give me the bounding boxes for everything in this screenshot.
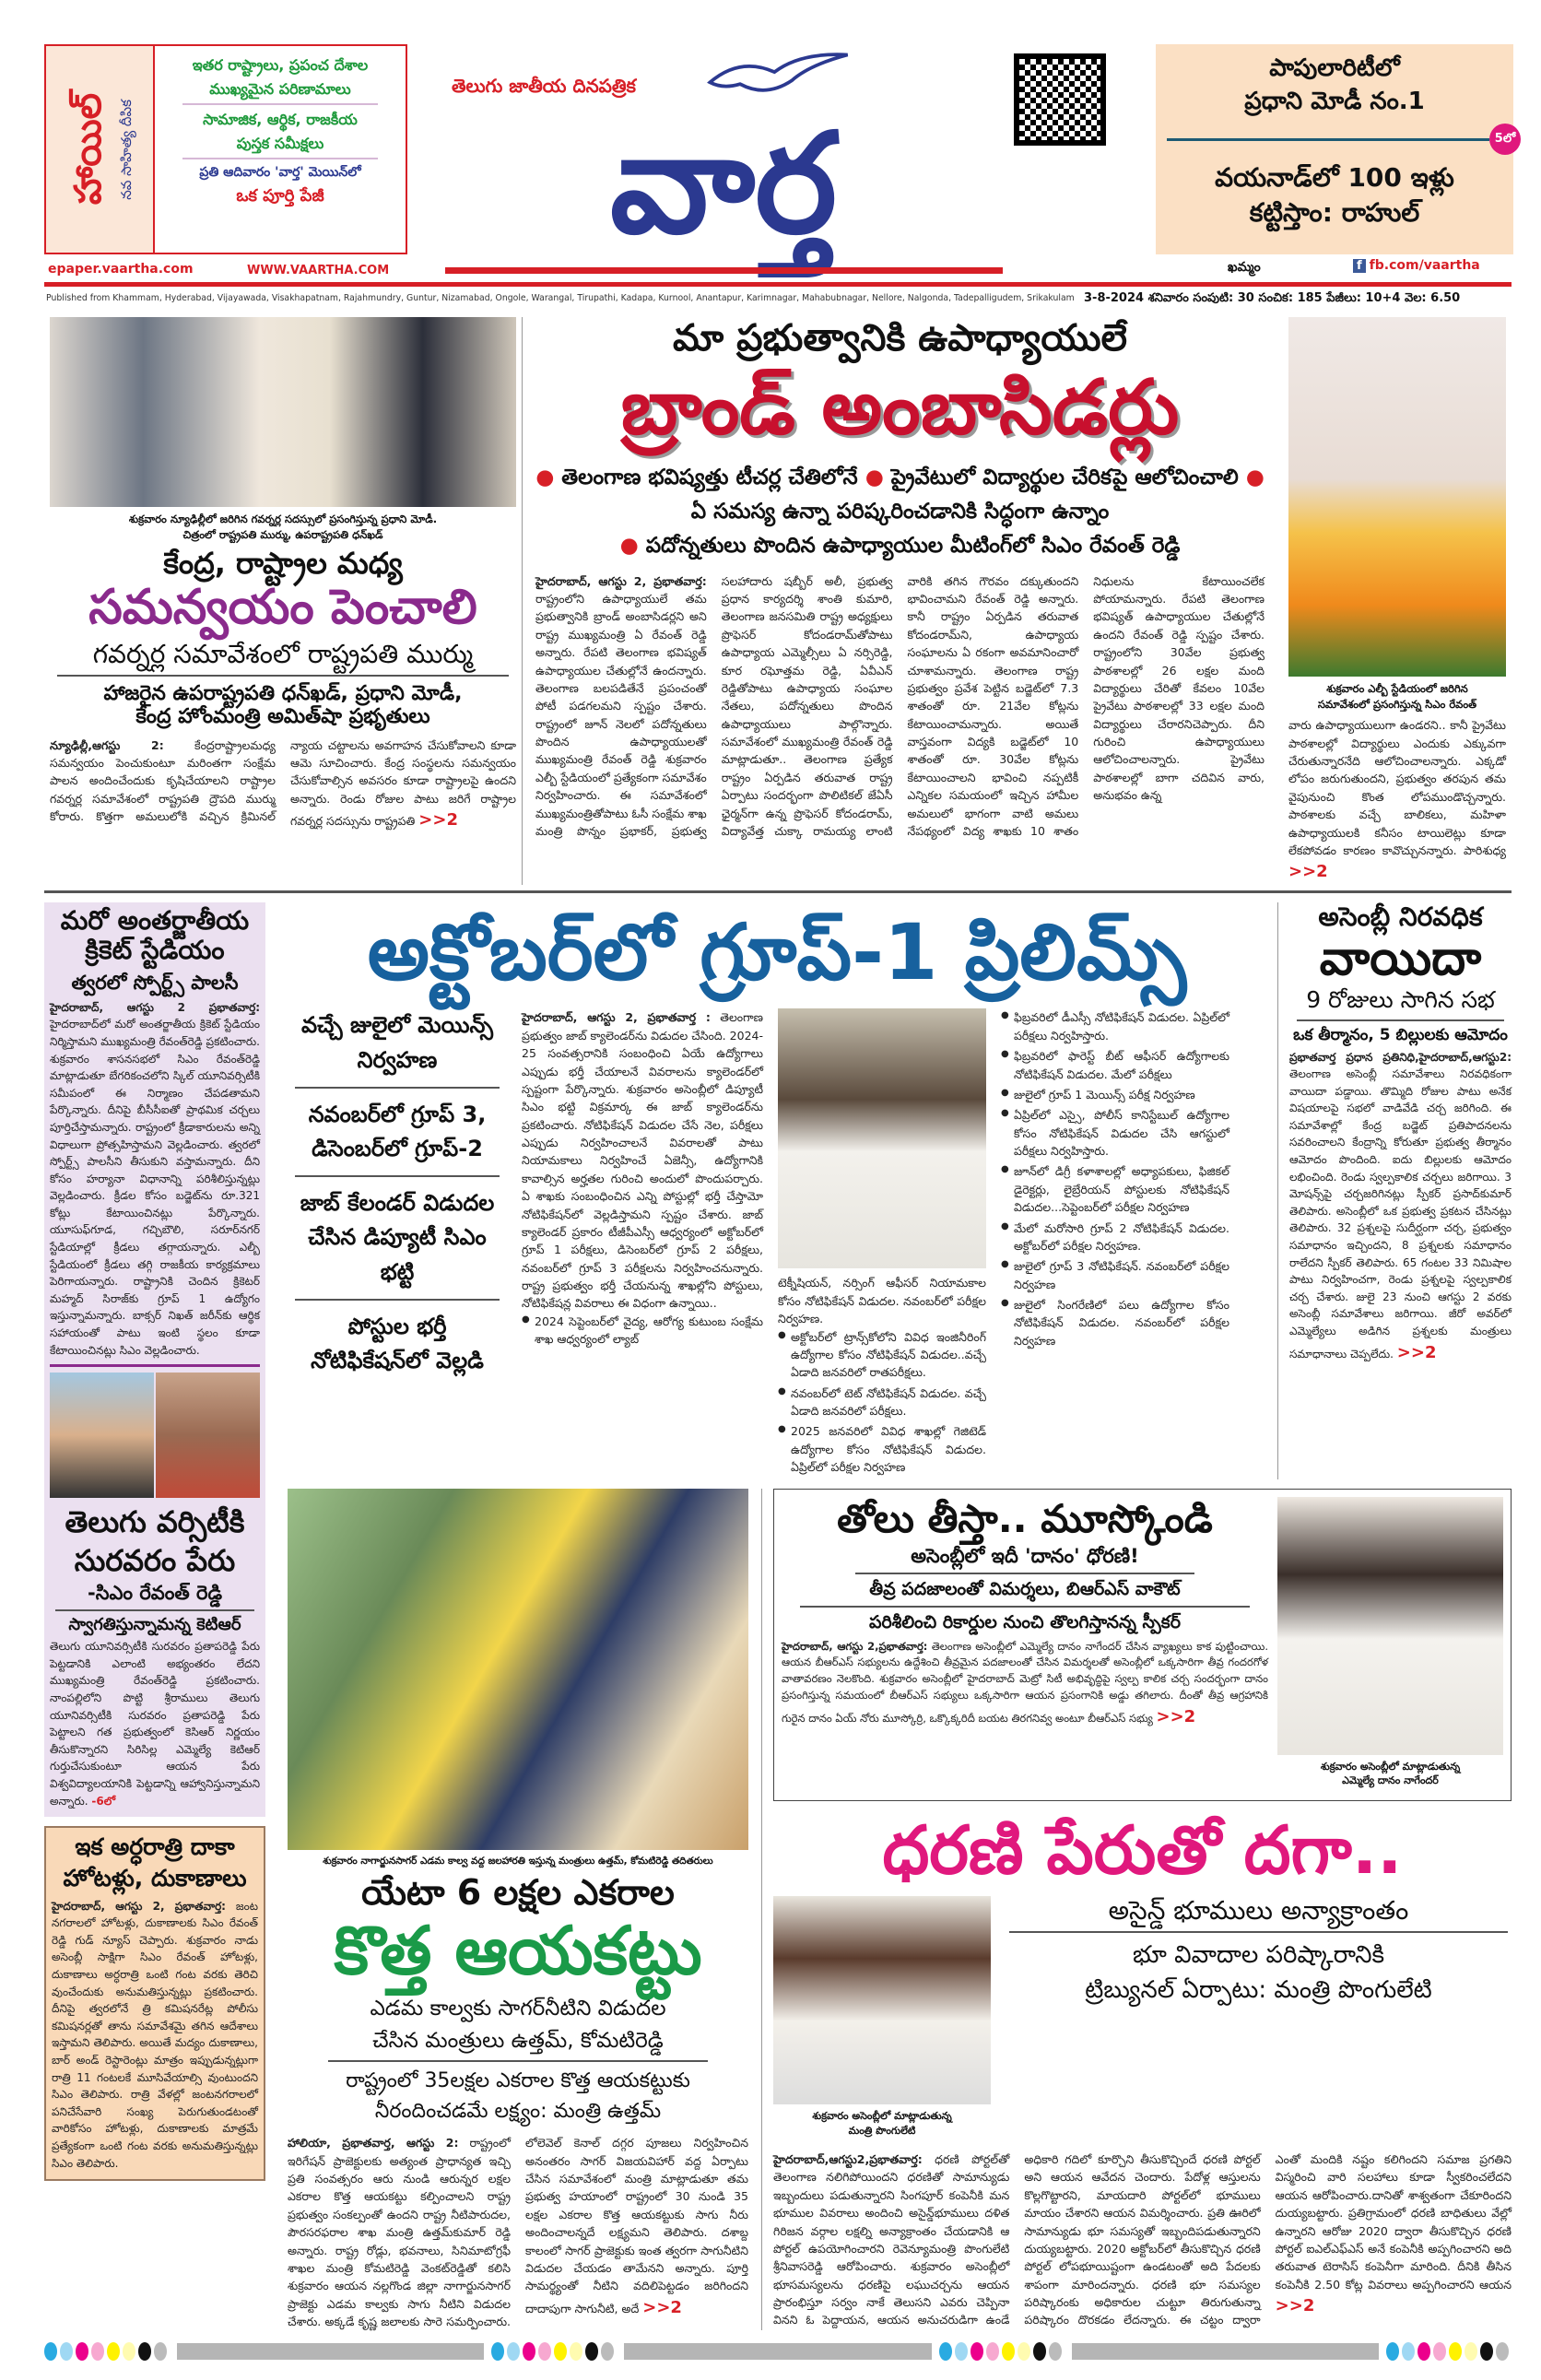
deck-line: హాజరైన ఉపరాష్ట్రపతి ధన్‌ఖడ్, ప్రధాని మోడీ, bbox=[103, 682, 463, 706]
dove-icon bbox=[700, 48, 857, 100]
assembly-body bbox=[1289, 1049, 1512, 1366]
bullet-icon: ● bbox=[1245, 465, 1265, 490]
list-item: ● జూన్‌లో డిగ్రీ కళాశాలల్లో అధ్యాపకులు, ఫిజికల్ డైరెక్టర్లు, లైబ్రేరియన్ పోస్టులకు నోటిఫికేషన్ విడుదల...సెప్టెంబర్‌లో పరీక్షల నిర్వహణ bbox=[1001, 1162, 1229, 1216]
danam-box bbox=[773, 1489, 1512, 1802]
suravaram-portrait bbox=[156, 1373, 260, 1498]
caption-line: శుక్రవారం న్యూఢిల్లీలో జరిగిన గవర్నర్ల సదస్సులో ప్రసంగిస్తున్న ప్రధాని మోడీ. bbox=[128, 513, 438, 525]
story-text: హైదరాబాద్‌లో మరో అంతర్జాతీయ క్రికెట్ స్టేడియం నిర్మిస్తామని ముఖ్యమంత్రి రేవంత్‌రెడ్డి ప్రకటించారు. శుక్రవారం శాసనసభలో సిఎం రేవంత్‌రెడ్డి మాట్లాడుతూ బేగరికంచలోని స్కిల్ యూనివర్సిటీకి సమీపంలో ఈ నిర్మాణం చేపడతామని పేర్కొన్నారు. దీనిపై బీసీసీఐతో ప్రాథమిక చర్చలు పూర్తిచేస్తామన్నారు. రాష్ట్రంలో క్రీడాకారులను అన్ని విధాలుగా ప్రోత్సహిస్తామని వెల్లడించారు. త్వరలో స్పోర్ట్స్ పాలసీని తీసుకుని వస్తామన్నారు. దీని కోసం హర్యానా విధానాన్ని పరిశీలిస్తున్నట్లు వెల్లడించారు. క్రీడల కోసం బడ్జెట్‌ను రూ.321 కోట్లు కేటాయించినట్లు పేర్కొన్నారు. యూసుఫ్‌గూడ, గచ్చిబౌలి, సరూర్‌నగర్ స్టేడియాల్లో క్రీడలు తగ్గాయన్నారు. ఎల్బీ స్టేడియంలో క్రీడలు తగ్గి రాజకీయ కార్యక్రమాలు పెరిగాయన్నారు. రాష్ట్రానికి చెందిన క్రికెటర్ మహ్మద్ సిరాజ్‌కు గ్రూప్ 1 ఉద్యోగం ఇస్తున్నామన్నారు. బాక్సర్ నిఖత్ జరీన్‌కు ఆర్థిక సహాయంతో పాటు ఇంటి స్థలం కూడా కేటాయించినట్లు సిఎం వెల్లడించారు. bbox=[50, 1018, 260, 1357]
caption-line: శుక్రవారం ఎల్బీ స్టేడియంలో జరిగిన bbox=[1326, 682, 1468, 695]
danam-headline: తోలు తీస్తా.. మూస్కోండి bbox=[837, 1495, 1213, 1541]
color-swatch bbox=[76, 2342, 88, 2361]
divider bbox=[855, 1573, 1194, 1574]
danam-photo bbox=[1277, 1497, 1503, 1755]
story-dateline: హైదరాబాద్, ఆగస్టు 2,ప్రభాతవార్త: bbox=[782, 1639, 928, 1653]
color-swatch bbox=[91, 2342, 104, 2361]
jump-link[interactable]: >>2 bbox=[1288, 862, 1328, 882]
jump-link[interactable]: -6లో bbox=[91, 1794, 116, 1808]
caption-line: శుక్రవారం అసెంబ్లీలో మాట్లాడుతున్న bbox=[1320, 1760, 1461, 1773]
governors-headline: సమన్వయం పెంచాలి bbox=[88, 580, 477, 636]
story-dateline: హైదరాబాద్, ఆగస్టు 2, ప్రభాతవార్త: bbox=[535, 573, 707, 588]
dharani-deck bbox=[1006, 1938, 1512, 2008]
ponguleti-caption bbox=[773, 2109, 991, 2138]
governors-caption bbox=[50, 512, 516, 542]
revanth-caption bbox=[1288, 681, 1506, 712]
list-item: ● 2025 జనవరిలో వివిధ శాఖల్లో గెజిటెడ్ ఉద్యోగాల కోసం నోటిఫికేషన్ విడుదల. ఏప్రిల్‌లో పరీక్షల నిర్వహణ bbox=[778, 1422, 986, 1476]
gray-strip bbox=[177, 2343, 484, 2360]
ponguleti-photo bbox=[773, 1896, 991, 2104]
story-dateline: హైదరాబాద్,ఆగస్టు2,ప్రభాతవార్త: bbox=[773, 2152, 923, 2167]
gray-strip bbox=[624, 2343, 931, 2360]
list-item: ● అక్టోబర్‌లో ట్రాన్స్‌కోలోని వివిధ ఇంజినీరింగ్ ఉద్యోగాల కోసం నోటిఫికేషన్ విడుదల..వచ్చే ఏడాది జనవరిలో రాతపరీక్షలు. bbox=[778, 1328, 986, 1382]
bullet-text: ప్రైవేటులో విద్యార్థుల చేరికపై ఆలోచించాలి bbox=[890, 465, 1239, 490]
bullet-icon: ● bbox=[865, 465, 891, 490]
university-body bbox=[50, 1638, 260, 1809]
color-swatch bbox=[1033, 2342, 1046, 2361]
sagar-body bbox=[288, 2134, 748, 2330]
website-link[interactable]: WWW.VAARTHA.COM bbox=[247, 264, 390, 277]
right-bottom bbox=[761, 1489, 1512, 2331]
headline-line: మరో అంతర్జాతీయ bbox=[60, 905, 250, 937]
color-swatch bbox=[107, 2342, 120, 2361]
sagar-deck bbox=[288, 2066, 748, 2127]
list-item: ● జులైలో గ్రూప్ 3 నోటిఫికేషన్. నవంబర్‌లో పరీక్షల నిర్వహణ bbox=[1001, 1257, 1229, 1293]
facebook-link-wrap bbox=[1353, 258, 1480, 273]
list-item: ● 2024 సెప్టెంబర్‌లో వైద్య, ఆరోగ్య కుటుంబ సంక్షేమ శాఖ ఆధ్వర్యంలో ల్యాబ్ bbox=[522, 1313, 763, 1349]
promo-item-1[interactable]: పాపులారిటీలో bbox=[1269, 54, 1400, 82]
deck-line: ట్రిబ్యునల్ ఏర్పాటు: మంత్రి పొంగులేటి bbox=[1085, 1976, 1432, 2005]
jump-link[interactable]: >>2 bbox=[1275, 2296, 1315, 2316]
danam-body bbox=[782, 1639, 1268, 1730]
deck-line: కేంద్ర హోంమంత్రి అమిత్‌షా ప్రభృతులు bbox=[135, 705, 430, 729]
color-swatch bbox=[570, 2342, 582, 2361]
jump-link[interactable]: >>2 bbox=[642, 2297, 682, 2317]
story-dateline: హైదరాబాద్, ఆగస్టు 2, ప్రభాతవార్త: bbox=[52, 1899, 226, 1913]
promo-vertical-sub: నవ సాహిత్య దీపిక bbox=[118, 99, 135, 200]
facebook-link[interactable]: fb.com/vaartha bbox=[1369, 258, 1480, 273]
danam-caption bbox=[1277, 1760, 1503, 1789]
divider bbox=[328, 2060, 708, 2062]
assembly-headline: వాయిదా bbox=[1319, 931, 1482, 987]
sagar-story bbox=[288, 1489, 761, 2331]
color-swatch bbox=[538, 2342, 551, 2361]
story-text: జంట నగరాలలో హోటళ్లు, దుకాణాలకు సిఎం రేవంత్ రెడ్డి గుడ్ న్యూస్ చెప్పారు. శుక్రవారం నాడు అసెంబ్లీ సాక్షిగా సిఎం రేవంత్ హోటళ్లు, దుకాణాలు అర్ధరాత్రి ఒంటి గంట వరకు తెరిచి వుంచేందుకు అనుమతిస్తున్నట్లు ప్రకటించారు. దీనిపై త్వరలోనే త్రి కమిషనరేట్ల పోలీసు కమిషనర్లతో తాను సమావేశమై తగిన ఆదేశాలు ఇస్తామని తెలిపారు. అయితే మద్యం దుకాణాలు, బార్ అండ్ రెస్టారెంట్లు మాత్రం ఇప్పుడున్నట్లుగా రాత్రి 11 గంటలకే మూసివేయాల్సి వుంటుందని సిఎం తెలిపారు. రాత్రి వేళల్లో జంటనగరాలలో పనిచేసేవారి సంఖ్య పెరుగుతుండటంతో వారికోసం హోటళ్లు, దుకాణాలకు మాత్రమే ప్రత్యేకంగా ఒంటి గంట వరకు అనుమతిస్తున్నట్లు సిఎం తెలిపారు. bbox=[52, 1899, 258, 2170]
governors-subhead: గవర్నర్ల సమావేశంలో రాష్ట్రపతి ముర్ము bbox=[92, 638, 474, 669]
color-swatch bbox=[60, 2342, 73, 2361]
danam-deck-1: తీవ్ర పదజాలంతో విమర్శలు, బిఆర్ఎస్ వాకౌట్ bbox=[869, 1578, 1181, 1599]
danam-subhead: అసెంబ్లీలో ఇదీ 'దానం' ధోరణి! bbox=[911, 1544, 1139, 1567]
dharani-headline: ధరణి పేరుతో దగా.. bbox=[882, 1811, 1403, 1890]
color-swatch bbox=[601, 2342, 614, 2361]
story-dateline: హాలియా, ప్రభాతవార్త, ఆగస్టు 2: bbox=[288, 2136, 459, 2150]
jump-link[interactable]: >>2 bbox=[418, 810, 458, 831]
story-dateline: హైదరాబాద్, ఆగస్టు 2 ప్రభాతవార్త: bbox=[50, 1000, 260, 1014]
color-swatch bbox=[123, 2342, 135, 2361]
bullet-icon: ● bbox=[619, 533, 646, 558]
color-swatch bbox=[1465, 2342, 1477, 2361]
group1-bullets-b bbox=[1001, 1008, 1229, 1479]
list-item: ● ఫిబ్రవరిలో డీఎస్సీ నోటిఫికేషన్ విడుదల. ఏప్రిల్‌లో పరీక్షలు నిర్వహిస్తారు. bbox=[1001, 1008, 1229, 1044]
cricket-headline bbox=[50, 906, 260, 965]
left-sidebar bbox=[44, 902, 265, 2330]
color-swatch bbox=[1417, 2342, 1430, 2361]
dharani-body bbox=[773, 2150, 1512, 2329]
group1-subheads bbox=[288, 1008, 507, 1479]
sidebar-purple bbox=[44, 902, 265, 1817]
published-from: Published from Khammam, Hyderabad, Vijayawada, Visakhapatnam, Rajahmundry, Guntur, Nizamabad, Ongole, Warangal, Tirupathi, Kadapa, Kurnool, Anantapur, Karimnagar, Mahabubnagar, Nellore, Nalgonda, Tadepalligudem, Srikakulam bbox=[46, 293, 1075, 303]
divider bbox=[55, 1609, 254, 1611]
lower-area bbox=[44, 902, 1512, 2330]
university-subhead: స్వాగతిస్తున్నామన్న కెటిఆర్ bbox=[68, 1614, 241, 1634]
deck-line: రాష్ట్రంలో 35లక్షల ఎకరాల కొత్త ఆయకట్టుకు bbox=[346, 2069, 690, 2093]
logo-underline bbox=[445, 267, 1003, 274]
promo-vertical-title: హాయిల్ bbox=[67, 93, 110, 206]
masthead-rule bbox=[44, 282, 1512, 287]
promo-line: పుస్తక సమీక్షలు bbox=[236, 134, 324, 152]
list-item: ● జులైలో గ్రూప్ 1 మెయిన్స్ పరీక్ష నిర్వహణ bbox=[1001, 1086, 1229, 1103]
story-dateline: హైదరాబాద్, ఆగస్టు 2, ప్రభాతవార్త : bbox=[522, 1010, 711, 1025]
divider bbox=[1009, 1931, 1508, 1933]
color-swatch bbox=[1002, 2342, 1015, 2361]
promo-line: ముఖ్యమైన పరిణామాలు bbox=[209, 79, 351, 98]
bullet-text: ఏ సమస్య ఉన్నా పరిష్కరించడానికి సిద్ధంగా ఉన్నాం bbox=[690, 500, 1110, 524]
color-swatch bbox=[138, 2342, 151, 2361]
tagline: తెలుగు జాతీయ దినపత్రిక bbox=[452, 75, 636, 97]
epaper-link[interactable]: epaper.vaartha.com bbox=[48, 262, 194, 277]
teachers-story bbox=[522, 317, 1277, 885]
story-text: టెక్నీషియన్, నర్సింగ్ ఆఫీసర్ నియామకాల కోసం నోటిఫికేషన్ విడుదల. నవంబర్‌లో పరీక్షల నిర్వహణ. bbox=[778, 1276, 986, 1326]
caption-line: సమావేశంలో ప్రసంగిస్తున్న సిఎం రేవంత్ bbox=[1317, 697, 1477, 711]
story-text: తెలంగాణ ప్రభుత్వం జాబ్ క్యాలెండర్‌ను విడుదల చేసింది. 2024-25 సంవత్సరానికి సంబంధించి ఏయే ఉద్యోగాలు ఎప్పుడు భర్తీ చేయాలనే వివరాలను క్యాలెండర్‌లో స్పష్టంగా పేర్కొన్నారు. శుక్రవారం అసెంబ్లీలో డిప్యూటీ సిఎం భట్టి విక్రమార్క ఈ జాబ్ క్యాలెండర్‌ను ప్రకటించారు. నోటిఫికేషన్ విడుదల చేసే నెల, పరీక్షలు ఎప్పుడు నిర్వహించాలనే వివరాలతో పాటు నియామకాలు నిర్వహించే ఏజెన్సీ, ఉద్యోగానికి కావాల్సిన అర్హతల గురించి అందులో పొందుపర్చారు. ఏ శాఖకు సంబంధించిన ఎన్ని పోస్టుల్లో భర్తీ చేస్తామో నోటిఫికేషన్‌లో వెల్లడిస్తామని స్పష్టం చేశారు. జాబ్ క్యాలెండర్ ప్రకారం టీజీపీఎస్సీ ఆధ్వర్యంలో అక్టోబర్‌లో గ్రూప్ 1 పరీక్షలు, డిసెంబర్‌లో గ్రూప్ 2 పరీక్షలు, నవంబర్‌లో గ్రూప్ 3 పరీక్షలను నిర్వహించనున్నారు. రాష్ట్ర ప్రభుత్వం భర్తీ చేయనున్న శాఖల్లోని పోస్టులు, నోటిఫికేషన్ల వివరాలు ఈ విధంగా ఉన్నాయి.. bbox=[522, 1010, 763, 1311]
masthead-logo: వార్త bbox=[609, 104, 838, 265]
gray-strip bbox=[1072, 2343, 1379, 2360]
color-swatch bbox=[955, 2342, 968, 2361]
qr-code[interactable] bbox=[1014, 53, 1106, 146]
divider bbox=[182, 158, 378, 159]
promo-line: ఇతర రాష్ట్రాలు, ప్రపంచ దేశాల bbox=[192, 56, 369, 74]
cricket-subhead: త్వరలో స్పోర్ట్స్ పాలసీ bbox=[71, 971, 239, 994]
promo-item-2-line2[interactable]: కట్టిస్తాం: రాహుల్ bbox=[1249, 197, 1420, 228]
subhead-line: ఎడమ కాల్వకు సాగర్‌నీటిని విడుదల bbox=[370, 1997, 666, 2021]
caption-line: శుక్రవారం అసెంబ్లీలో మాట్లాడుతున్న bbox=[812, 2110, 952, 2123]
sagar-caption: శుక్రవారం నాగార్జునసాగర్ ఎడమ కాల్వ వద్ద జలహారతి ఇస్తున్న మంత్రులు ఉత్తమ్, కోమటిరెడ్డి తదితరులు bbox=[323, 1855, 713, 1867]
subhead: పోస్టుల భర్తీ నోటిఫికేషన్‌లో వెల్లడి bbox=[311, 1313, 484, 1373]
color-swatch bbox=[1018, 2342, 1030, 2361]
color-swatch bbox=[585, 2342, 598, 2361]
assembly-kicker: అసెంబ్లీ నిరవధిక bbox=[1318, 901, 1483, 933]
dharani-subhead: అసైన్డ్ భూములు అన్యాక్రాంతం bbox=[1108, 1895, 1409, 1926]
color-swatch bbox=[1049, 2342, 1062, 2361]
bullet-icon: ● bbox=[535, 465, 562, 490]
row-top bbox=[44, 317, 1512, 893]
dateline: 3-8-2024 శనివారం సంపుటి: 30 సంచిక: 185 పేజీలు: 10+4 వెల: 6.50 bbox=[1084, 291, 1461, 305]
promo-line: ప్రతి ఆదివారం 'వార్త' మెయిన్‌లో bbox=[199, 165, 361, 181]
headline-line: క్రికెట్ స్టేడియం bbox=[85, 935, 225, 966]
color-swatch bbox=[1402, 2342, 1415, 2361]
main-area bbox=[288, 902, 1512, 2330]
page-badge: 5లో bbox=[1489, 124, 1521, 155]
masthead bbox=[0, 0, 1541, 317]
deck-line: నీరందించడమే లక్ష్యం: మంత్రి ఉత్తమ్ bbox=[374, 2100, 662, 2124]
group1-story bbox=[288, 902, 1277, 1479]
row-middle bbox=[288, 902, 1512, 1488]
governors-story bbox=[44, 317, 522, 885]
revanth-portrait bbox=[50, 1373, 154, 1498]
subhead: జాబ్ కేలండర్ విడుదల చేసిన డిప్యూటీ సిఎం భట్టి bbox=[300, 1190, 495, 1285]
hotels-box bbox=[44, 1826, 265, 2181]
caption-line: మంత్రి పొంగులేటి bbox=[848, 2125, 916, 2138]
divider bbox=[800, 1606, 1250, 1608]
bullet-text: తెలంగాణ భవిష్యత్తు టీచర్ల చేతిలోనే bbox=[561, 465, 858, 490]
teachers-sidebar bbox=[1277, 317, 1512, 885]
story-text: కేంద్రరాష్ట్రాలమధ్య సమన్వయం పెంచుకుంటూ మరింతగా సంక్షేమ పాలన అందించేందుకు కృషిచేయాలని రాష్ట్రాల గవర్నర్ల సమావేశంలో రాష్ట్రపతి ద్రౌపది ముర్ము కోరారు. కొత్తగా అమలులోకి వచ్చిన క్రిమినల్ న్యాయ చట్టాలను అవగాహన చేసుకోవాలని కూడా ఆమె సూచించారు. కేంద్ర సంస్థలను సమన్వయం చేసుకోవాల్సిన అవసరం కూడా రాష్ట్రాలపై ఉందని అన్నారు. రెండు రోజుల పాటు జరిగే రాష్ట్రాల గవర్నర్ల సదస్సును రాష్ట్రపతి bbox=[50, 737, 516, 829]
color-swatch bbox=[970, 2342, 983, 2361]
list-item: ● ఏప్రిల్‌లో ఎస్సై, పోలీస్ కానిస్టేబుల్ ఉద్యోగాల కోసం నోటిఫికేషన్ విడుదల చేసి ఆగస్టులో పరీక్షలు నిర్వహిస్తారు. bbox=[1001, 1106, 1229, 1160]
assembly-story bbox=[1277, 902, 1512, 1479]
list-item: ● జులైలో సింగరేణిలో పలు ఉద్యోగాల కోసం నోటిఫికేషన్ విడుదల. నవంబర్‌లో పరీక్షల నిర్వహణ bbox=[1001, 1296, 1229, 1349]
headline-line: తెలుగు వర్సిటీకి bbox=[65, 1504, 245, 1540]
divider bbox=[50, 1364, 260, 1367]
promo-vertical-logo bbox=[46, 46, 155, 253]
headline-line: సురవరం పేరు bbox=[74, 1542, 236, 1578]
story-text: ధరణి పోర్టల్‌తో తెలంగాణ నలిగిపోయిందని ధరణితో సామాన్యుడు ఇబ్బందులు పడుతున్నారని సింగపూర్ కంపెనీకి మన భూముల వివరాలు అందించి అసైన్డ్‌భూములు దళిత గిరిజన వర్గాల లక్షల్ని అన్యాక్రాంతం చేయడానికి ఆ పోర్టల్ ఉపయోగించారని రెవెన్యూమంత్రి పొంగులేటి శ్రీనివాసరెడ్డి ఆరోపించారు. శుక్రవారం అసెంబ్లీలో భూసమస్యలను ధరణిపై లఘుచర్చను ఆయన ప్రారంభిస్తూ సర్వం నాకే తెలుసని ఎవరు చెప్పినా వినని ఓ పెద్దాయన, ఆయన అనుచరుడిగా ఉండే అధికారి గదిలో కూర్చొని తీసుకొచ్చిందే ధరణి పోర్టల్ అని ఆయన ఆవేదన చెందారు. పేదోళ్ల ఆస్తులను కొల్లగొట్టారని, మాయదారి పోర్టల్‌లో భూములు మాయం చేశారని ఆయన విమర్శించారు. ప్రతి ఊరిలో సామాన్యుడు భూ సమస్యతో ఇబ్బందిపడుతున్నారని దుయ్యబట్టారు. 2020 అక్టోబర్‌లో తీసుకొచ్చిన ధరణి పోర్టల్ లోపభూయిష్టంగా ఉండటంతో అది పేదలకు శాపంగా మారిందన్నారు. ధరణి భూ సమస్యల పరిష్కారంకు అధికారుల చుట్టూ తిరుగుతున్నా పరిష్కారం దొరకడం లేదన్నారు. ఈ చట్టం ద్వారా ఎంతో మందికి నష్టం కలిగిందని సమాజ ప్రగతిని విస్మరించి వారి సలహాలు కూడా స్వీకరించలేదని ఆయన ఆరోపించారు.దానితో శాశ్వతంగా చేకూరిందని దుయ్యబట్టారు. ప్రతిగ్రామంలో ధరణి బాధితులు వేల్లో ఉన్నారని ఆరోజు 2020 ద్వారా తీసుకొచ్చిన ధరణి పోర్టల్ ఐఎల్ఎఫ్ఎస్ అనే కంపెనీకి అప్పగించారని అది తరువాత టెరాసిస్ కంపెనీగా మారింది. దీనికి తీసిన కంపెనీకి 2.50 కోట్ల వివరాలు అప్పగించారని ఆయన bbox=[773, 2152, 1512, 2327]
edition-name: ఖమ్మం bbox=[1228, 260, 1261, 275]
governors-kicker: కేంద్ర, రాష్ట్రాల మధ్య bbox=[163, 546, 403, 582]
story-text: వారు ఉపాధ్యాయులుగా ఉండరని.. కానీ ప్రైవేటు పాఠశాలల్లో విద్యార్థులు ఎందుకు ఎక్కువగా చేరుతున్నారనేది ఆలోచించాలన్నారు. ఎక్కడో లోపం జరుగుతుందని, ప్రభుత్వం తరపున తమ వైపునుంచి కొంత లోపముండొచ్చన్నారు. పాఠశాలకు వచ్చే బాలికలు, మహిళా ఉపాధ్యాయులకి కనీసం టాయిలెట్లు కూడా లేకపోవడం కారణం కావొచ్చునన్నారు. పారిశుధ్య bbox=[1288, 718, 1506, 857]
teachers-headline: బ్రాండ్ అంబాసిడర్లు bbox=[620, 364, 1180, 452]
headline-line: హోటళ్లు, దుకాణాలు bbox=[63, 1864, 247, 1891]
university-byline: -సిఎం రేవంత్ రెడ్డి bbox=[87, 1582, 223, 1605]
list-item: ● మేలో మరోసారి గ్రూప్ 2 నోటిఫికేషన్ విడుదల. అక్టోబర్‌లో పరీక్షల నిర్వహణ. bbox=[1001, 1219, 1229, 1255]
assembly-deck: ఒక తీర్మానం, 5 బిల్లులకు ఆమోదం bbox=[1293, 1025, 1508, 1044]
color-swatch bbox=[939, 2342, 952, 2361]
subhead: వచ్చే జులైలో మెయిన్స్ నిర్వహణ bbox=[301, 1012, 493, 1073]
bullet-text: పదోన్నతులు పొందిన ఉపాధ్యాయుల మీటింగ్‌లో సిఎం రేవంత్ రెడ్డి bbox=[645, 533, 1181, 558]
left-promo-box bbox=[44, 44, 407, 254]
color-swatch bbox=[44, 2342, 57, 2361]
promo-highlight: ఒక పూర్తి పేజీ bbox=[236, 185, 324, 206]
story-text: తెలుగు యూనివర్సిటీకి సురవరం ప్రతాపరెడ్డి పేరు పెట్టడానికి ఎలాంటి అభ్యంతరం లేదని ముఖ్యమంత్రి రేవంత్‌రెడ్డి ప్రకటించారు. నాంపల్లిలోని పొట్టి శ్రీరాములు తెలుగు యూనివర్సిటీకి సురవరం ప్రతాపరెడ్డి పేరు పెట్టాలని గత ప్రభుత్వంలో కెసిఆర్ నిర్ణయం తీసుకొన్నారని సిరిసిల్ల ఎమ్మెల్యే కెటిఆర్ గుర్తుచేసుకుంటూ ఆయన పేరు విశ్వవిద్యాలయానికి పెట్టడాన్ని ఆహ్వానిస్తున్నామని అన్నారు. bbox=[50, 1640, 260, 1808]
sagar-photo bbox=[288, 1489, 748, 1850]
bhatti-photo bbox=[778, 1008, 986, 1268]
teachers-kicker: మా ప్రభుత్వానికి ఉపాధ్యాయులే bbox=[672, 317, 1127, 359]
governors-body bbox=[50, 736, 516, 833]
color-swatch bbox=[491, 2342, 504, 2361]
row-bottom bbox=[288, 1489, 1512, 2331]
subhead: నవంబర్‌లో గ్రూప్ 3, డిసెంబర్‌లో గ్రూప్-2 bbox=[308, 1101, 487, 1161]
list-item: ● ఫిబ్రవరిలో ఫారెస్ట్ బీట్ ఆఫీసర్ ఉద్యోగాలకు నోటిఫికేషన్ విడుదల. మేలో పరీక్షలు bbox=[1001, 1047, 1229, 1083]
color-swatch bbox=[1386, 2342, 1399, 2361]
sagar-subhead bbox=[288, 1993, 748, 2056]
jump-link[interactable]: >>2 bbox=[1396, 1342, 1437, 1362]
revanth-photo bbox=[1288, 317, 1506, 677]
color-swatch bbox=[507, 2342, 520, 2361]
teachers-body-continued bbox=[1288, 716, 1506, 885]
headline-line: ఇక అర్ధరాత్రి దాకా bbox=[75, 1833, 235, 1861]
subhead-line: చేసిన మంత్రులు ఉత్తమ్, కోమటిరెడ్డి bbox=[372, 2028, 664, 2053]
hotels-headline bbox=[52, 1832, 258, 1894]
color-swatch bbox=[1449, 2342, 1462, 2361]
story-text: తెలంగాణ అసెంబ్లీ సమావేశాలు నిరవధికంగా వాయిదా పడ్డాయి. తొమ్మిది రోజుల పాటు అనేక విషయాలపై సభలో వాడివేడి చర్చ జరిగింది. ఈ సమావేశాల్లో కేంద్ర బడ్జెట్ ప్రతిపాదనలను సవరించాలని కేంద్రాన్ని కోరుతూ ప్రభుత్వ తీర్మానం ఆమోదం పొందింది. ఐదు బిల్లులకు ఆమోదం లభించింది. రెండు స్వల్పకాలిక చర్చలు జరిగాయి. 3 మోషన్స్‌పై చర్చజరిగినట్లు స్పీకర్ ప్రసాద్‌కుమార్ తెలిపారు. అసెంబ్లీలో ఒక ప్రభుత్వ ప్రకటన చేసినట్లు తెలిపారు. 32 ప్రశ్నలపై సుదీర్ఘంగా చర్చ, ప్రభుత్వం సమాధానం ఇచ్చిందని, 8 ప్రశ్నలకు సమాధానం రాలేదని స్పీకర్ తెలిపారు. 65 గంటల 33 నిమిషాల పాటు నిర్వహించగా, రెండు ప్రశ్నలపై స్వల్పకాలిక చర్చ చేశారు. జులై 23 నుంచి ఆగస్టు 2 వరకు అసెంబ్లీ సమావేశాలు జరిగాయి. జీరో అవర్‌లో ఎమ్మెల్యేలు అడిగిన ప్రశ్నలకు మంత్రులు సమాధానాలు చెప్పలేదు. bbox=[1289, 1067, 1512, 1361]
caption-line: చిత్రంలో రాష్ట్రపతి ముర్ము, ఉపరాష్ట్రపతి ధన్‌ఖడ్ bbox=[182, 527, 383, 541]
jump-link[interactable]: >>2 bbox=[1156, 1706, 1196, 1726]
color-swatch bbox=[1496, 2342, 1509, 2361]
danam-deck-2: పరిశీలించి రికార్డుల నుంచి తొలగిస్తానన్న స్పీకర్ bbox=[869, 1611, 1181, 1632]
divider bbox=[1297, 1019, 1504, 1021]
color-swatch bbox=[523, 2342, 535, 2361]
group1-headline: అక్టోబర్‌లో గ్రూప్-1 ప్రిలిమ్స్ bbox=[367, 907, 1187, 998]
divider bbox=[1167, 138, 1489, 141]
story-dateline: ప్రభాతవార్త ప్రధాన ప్రతినిధి,హైదరాబాద్,ఆగస్టు2: bbox=[1289, 1050, 1512, 1064]
color-swatch bbox=[1433, 2342, 1446, 2361]
list-item: ● నవంబర్‌లో టెట్ నోటిఫికేషన్ విడుదల. వచ్చే ఏడాది జనవరిలో పరీక్షలు. bbox=[778, 1384, 986, 1420]
teachers-body bbox=[535, 572, 1265, 841]
governors-photo bbox=[50, 317, 516, 507]
sagar-headline: కొత్త ఆయకట్టు bbox=[334, 1912, 702, 1990]
story-text: రాష్ట్రంలో ఇరిగేషన్ ప్రాజెక్టులకు అత్యంత ప్రాధాన్యత ఇచ్చి ప్రతి సంవత్సరం ఆరు నుండి ఆరున్నర లక్షల ఎకరాల కొత్త ఆయకట్టు కల్పించాలని రాష్ట్ర ప్రభుత్వం సంకల్పంతో ఉందని రాష్ట్ర నీటిపారుదల, పౌరసరఫరాల శాఖ మంత్రి ఉత్తమ్‌కుమార్ రెడ్డి అన్నారు. రాష్ట్ర రోడ్లు, భవనాలు, సినిమాటోగ్రఫీ శాఖల మంత్రి కోమటిరెడ్డి వెంకట్‌రెడ్డితో కలిసి శుక్రవారం ఆయన నల్లగొండ జిల్లా నాగార్జునసాగర్ ప్రాజెక్టు ఎడమ కాల్వకు సాగు నీటిని విడుదల చేశారు. అక్కడే కృష్ణ జలాలకు సారె సమర్పించారు. లోలెవెల్ కెనాల్ దగ్గర పూజలు నిర్వహించిన అనంతరం సాగర్ విజయవిహార్ వద్ద ఏర్పాటు చేసిన సమావేశంలో మంత్రి మాట్లాడుతూ తమ ప్రభుత్వ హయాంలో రాష్ట్రంలో 30 నుండి 35 లక్షల ఎకరాల కొత్త ఆయకట్టుకు సాగు నీరు అందించాలన్నదే లక్ష్యమని తెలిపారు. దశాబ్ద కాలంలో సాగర్ ప్రాజెక్టుకు ఇంత త్వరగా సాగునీటిని విడుదల చేయడం తామేనని అన్నారు. పూర్తి సామర్థ్యంతో నీటిని వదిలిపెట్టడం జరిగిందని దాదాపుగా సాగునీటి, అదే bbox=[288, 2136, 748, 2328]
caption-line: ఎమ్మెల్యే దానం నాగేందర్ bbox=[1342, 1774, 1439, 1787]
promo-line: సామాజిక, ఆర్థిక, రాజకీయ bbox=[203, 111, 358, 129]
sagar-kicker: యేటా 6 లక్షల ఎకరాల bbox=[361, 1871, 675, 1913]
story-dateline: న్యూఢిల్లీ,ఆగస్టు 2: bbox=[50, 737, 164, 752]
story-text: తెలంగాణ అసెంబ్లీలో ఎమ్మెల్యే దానం నాగేందర్ చేసిన వ్యాఖ్యలు కాక పుట్టించాయి. ఆయన బీఆర్ఎస్ సభ్యులను ఉద్దేశించి తీవ్రమైన పదజాలంతో చేసిన విమర్శలతో అసెంబ్లీలో ఒక్కసారిగా తీవ్ర గందరగోళ వాతావరణం నెలకొంది. శుక్రవారం అసెంబ్లీలో హైదరాబాద్ మెట్రో సిటీ అభివృద్ధిపై స్వల్ప కాలిక చర్చ సందర్భంగా దానం ప్రసంగిస్తున్న సమయంలో బీఆర్ఎస్ సభ్యులు ఒక్కసారిగా ఆయన ప్రసంగానికి అడ్డు తగిలారు. దీంతో తీవ్ర ఆగ్రహానికి గురైన దానం ఏయ్ నోరు మూస్కోర్రి, ఒక్కొక్కరిదీ బయట తిరగనివ్వ అంటూ బీఆర్ఎస్ సభ్యు bbox=[782, 1639, 1268, 1725]
right-promo-box bbox=[1156, 44, 1516, 254]
cricket-body bbox=[50, 999, 260, 1359]
printer-color-bar bbox=[44, 2341, 1512, 2362]
promo-item-1-line2[interactable]: ప్రధాని మోడీ నం.1 bbox=[1244, 88, 1425, 115]
divider bbox=[57, 675, 509, 677]
color-swatch bbox=[986, 2342, 999, 2361]
color-swatch bbox=[154, 2342, 167, 2361]
governors-deck bbox=[50, 682, 516, 729]
facebook-icon: f bbox=[1353, 259, 1366, 273]
hotels-body bbox=[52, 1898, 258, 2173]
assembly-subhead: 9 రోజులు సాగిన సభ bbox=[1306, 986, 1495, 1014]
color-swatch bbox=[1480, 2342, 1493, 2361]
deck-line: భూ వివాదాల పరిష్కారానికి bbox=[1132, 1941, 1385, 1970]
group1-body bbox=[522, 1008, 763, 1479]
teachers-bullets bbox=[535, 461, 1265, 562]
group1-bullets-a bbox=[778, 1274, 986, 1479]
university-headline bbox=[50, 1503, 260, 1580]
divider bbox=[182, 103, 378, 105]
color-swatch bbox=[554, 2342, 567, 2361]
promo-item-2[interactable]: వయనాడ్‌లో 100 ఇళ్లు bbox=[1215, 162, 1454, 193]
story-text: రాష్ట్రంలోని ఉపాధ్యాయులే తమ ప్రభుత్వానికి బ్రాండ్ అంబాసిడర్లని అని రాష్ట్ర ముఖ్యమంత్రి ఏ రేవంత్ రెడ్డి అన్నారు. రేపటి తెలంగాణ భవిష్యత్ ఉపాధ్యాయుల చేతుల్లోనే ఉందన్నారు. తెలంగాణ బలపడితేనే ప్రపంచంతో పోటీ పడగలమని స్పష్టం చేశారు. రాష్ట్రంలో జూన్ నెలలో పదోన్నతులు పొందిన ఉపాధ్యాయులతో ముఖ్యమంత్రి రేవంత్ రెడ్డి శుక్రవారం ఎల్బీ స్టేడియంలో ప్రత్యేకంగా సమావేశం నిర్వహించారు. ఈ సమావేశంలో ముఖ్యమంత్రితోపాటు ఓసీ సంక్షేమ శాఖ మంత్రి పొన్నం ప్రభాకర్, ప్రభుత్వ సలహాదారు షబ్బీర్ అలీ, ప్రభుత్వ ప్రధాన కార్యదర్శి శాంతి కుమారి, తెలంగాణ జనసమితి రాష్ట్ర అధ్యక్షులు ప్రొఫెసర్ కోదండరామ్‌తోపాటు ఉపాధ్యాయ ఎమ్మెల్సీలు ఏ నర్సిరెడ్డి, కూర రఘోత్తమ రెడ్డి, ఏవీఎన్ రెడ్డితోపాటు ఉపాధ్యాయ సంఘాల నేతలు, పదోన్నతులు పొందిన ఉపాధ్యాయులు పాల్గొన్నారు. సమావేశంలో ముఖ్యమంత్రి రేవంత్ రెడ్డి మాట్లాడుతూ.. తెలంగాణ ప్రత్యేక రాష్ట్రం ఏర్పడిన తరువాత రాష్ట్ర ఏర్పాటు సందర్భంగా పొలిటికల్ జేఏసీ ఛైర్మన్‌గా ఉన్న ప్రొఫెసర్ కోదండరామ్, విద్యావేత్త చుక్కా రామయ్య లాంటి వారికి తగిన గౌరవం దక్కుతుందని భావించామని రేవంత్ రెడ్డి అన్నారు. కానీ రాష్ట్రం ఏర్పడిన తరువాత కోదండరామ్‌ని, ఉపాధ్యాయ సంఘాలను ఏ రకంగా అవమానించారో చూశామన్నారు. తెలంగాణ రాష్ట్ర ప్రభుత్వం ప్రవేశ పెట్టిన బడ్జెట్‌లో 7.3 శాతంతో రూ. 21వేల కోట్లను కేటాయించామన్నారు. అయితే వాస్తవంగా విద్యకి బడ్జెట్‌లో 10 శాతంతో రూ. 30వేల కోట్లను కేటాయించాలని భావించి నప్పటికీ ఎన్నికల సమయంలో ఇచ్చిన హామీల అమలులో భాగంగా వాటి అమలు నేపథ్యంలో విద్య శాఖకు 10 శాతం నిధులను కేటాయించలేక పోయామన్నారు. రేపటి తెలంగాణ భవిష్యత్ ఉపాధ్యాయుల చేతుల్లోనే ఉందని రేవంత్ రెడ్డి స్పష్టం చేశారు. రాష్ట్రంలోని 30వేల ప్రభుత్వ పాఠశాలల్లో 26 లక్షల మంది విద్యార్థులు చేరితో కేవలం 10వేల ప్రైవేటు పాఠశాలల్లో 33 లక్షల మంది విద్యార్థులు చేరారనిచెప్పారు. దీని గురించి ఉపాధ్యాయులు ఆలోచించాలన్నారు. ప్రైవేటు పాఠశాలల్లో బాగా చదివిన వారు, అనుభవం ఉన్న bbox=[535, 573, 1265, 838]
